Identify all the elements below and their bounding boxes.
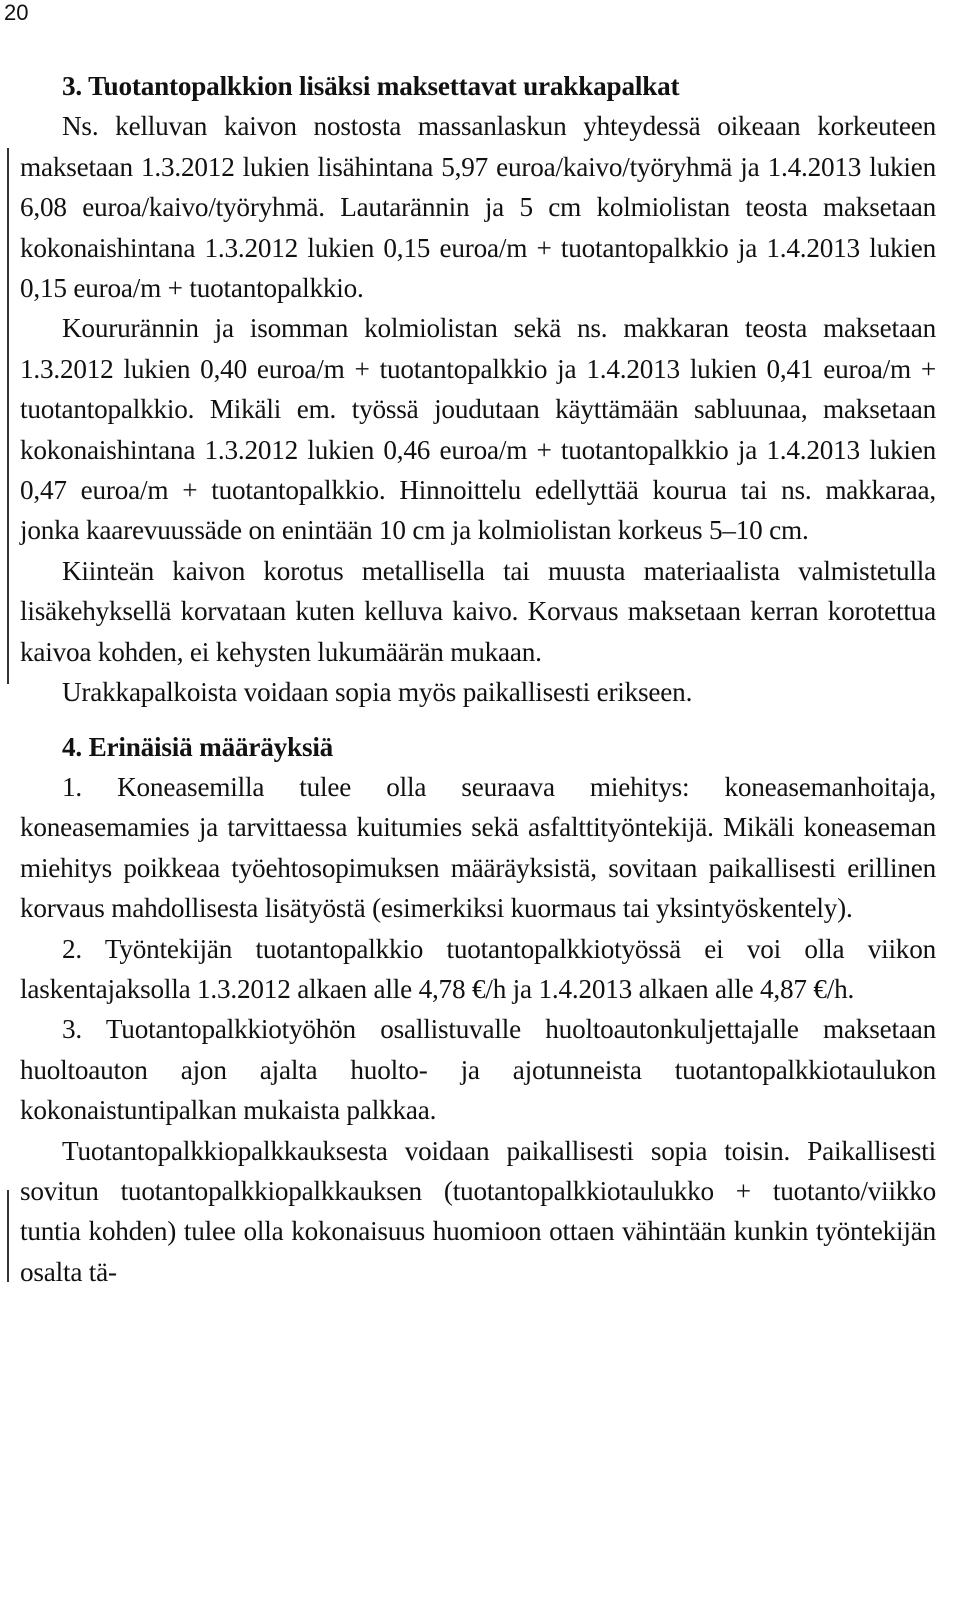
revision-bar [7,1190,9,1282]
paragraph: 1. Koneasemilla tulee olla seuraava miehitys: koneasemanhoitaja, koneasemamies ja tarvittaessa kuitumies sekä asfalttityöntekijä. Mikäli koneaseman miehitys poikkeaa työehtosopimuksen määräyksistä, sovitaan paikallisesti erillinen korvaus mahdollisesta lisätyöstä (esimerkiksi kuormaus tai yksintyöskentely). [20,771,936,924]
paragraph: Ns. kelluvan kaivon nostosta massanlaskun yhteydessä oikeaan korkeuteen maksetaan 1.3.2012 lukien lisähintana 5,97 euroa/kaivo/työryhmä ja 1.4.2013 lukien 6,08 euroa/kaivo/työryhmä. Lautarännin ja 5 cm kolmiolistan teosta maksetaan kokonaishintana 1.3.2012 lukien 0,15 euroa/m + tuotantopalkkio ja 1.4.2013 lukien 0,15 euroa/m + tuotantopalkkio. [20,111,936,304]
document-body [20,66,936,1292]
revision-bar [7,148,9,684]
section-heading: 4. Erinäisiä määräyksiä [62,731,334,762]
paragraph: Tuotantopalkkiopalkkauksesta voidaan paikallisesti sopia toisin. Paikallisesti sovitun tuotantopalkkiopalkkauksen (tuotantopalkkiotaulukko + tuotanto/viikko tuntia kohden) tulee olla kokonaisuus huomioon ottaen vähintään kunkin työntekijän osalta tä- [20,1135,936,1287]
paragraph: 2. Työntekijän tuotantopalkkio tuotantopalkkiotyössä ei voi olla viikon laskentajaksolla 1.3.2012 alkaen alle 4,78 €/h ja 1.4.2013 alkaen alle 4,87 €/h. [20,933,936,1004]
page-number: 20 [4,0,29,25]
paragraph: Urakkapalkoista voidaan sopia myös paikallisesti erikseen. [62,677,693,708]
paragraph: Kiinteän kaivon korotus metallisella tai muusta materiaalista valmistetulla lisäkehyksellä korvataan kuten kelluva kaivo. Korvaus maksetaan kerran korotettua kaivoa kohden, ei kehysten lukumäärän mukaan. [20,555,936,667]
paragraph: Koururännin ja isomman kolmiolistan sekä ns. makkaran teosta maksetaan 1.3.2012 lukien 0,40 euroa/m + tuotantopalkkio ja 1.4.2013 lukien 0,41 euroa/m + tuotantopalkkio. Mikäli em. työssä joudutaan käyttämään sabluunaa, maksetaan kokonaishintana 1.3.2012 lukien 0,46 euroa/m + tuotantopalkkio ja 1.4.2013 lukien 0,47 euroa/m + tuotantopalkkio. Hinnoittelu edellyttää kourua tai ns. makkaraa, jonka kaarevuussäde on enintään 10 cm ja kolmiolistan korkeus 5–10 cm. [20,313,936,546]
paragraph: 3. Tuotantopalkkiotyöhön osallistuvalle huoltoautonkuljettajalle maksetaan huoltoauton ajon ajalta huolto- ja ajotunneista tuotantopalkkiotaulukon kokonaistuntipalkan mukaista palkkaa. [20,1014,936,1126]
section-heading: 3. Tuotantopalkkion lisäksi maksettavat urakkapalkat [62,71,680,101]
